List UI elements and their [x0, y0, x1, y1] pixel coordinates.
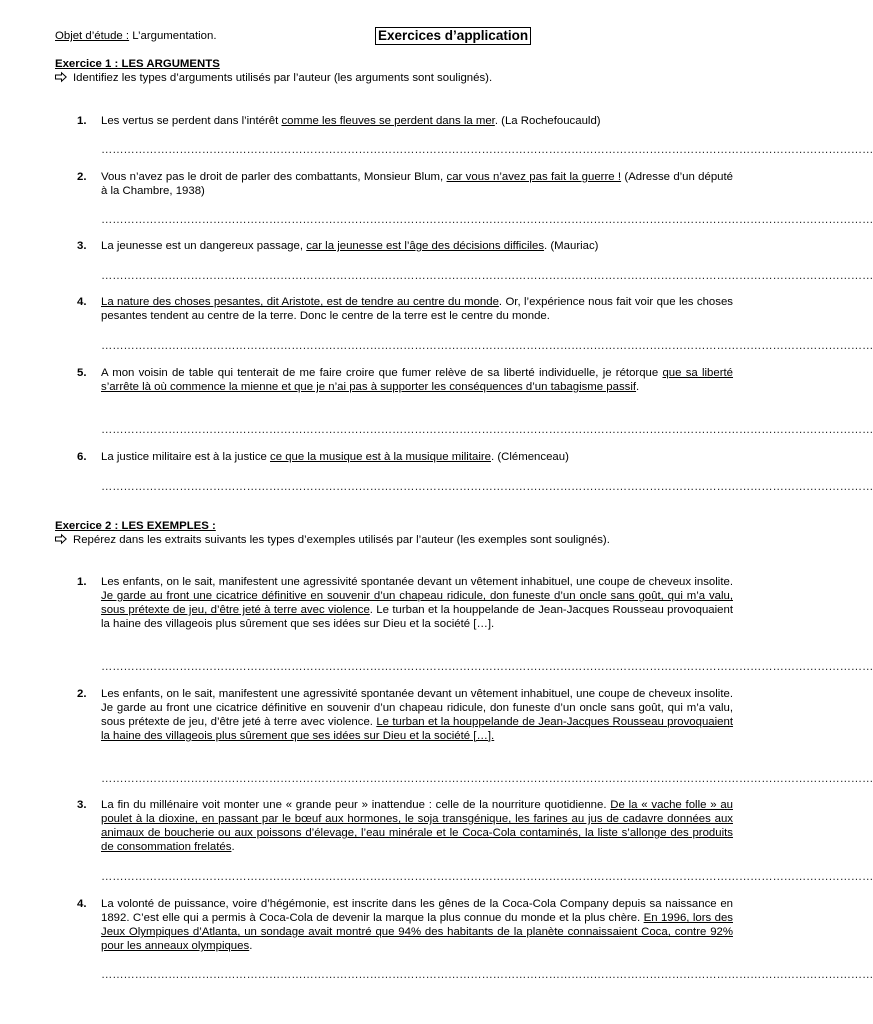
answer-line[interactable]: ………………………………………………………………………………………………………………………………………………………………………………………: [101, 340, 873, 352]
arrow-right-icon: [55, 71, 67, 85]
list-item: [77, 897, 733, 953]
list-item: [77, 687, 733, 743]
underlined-argument: car la jeunesse est l’âge des décisions difficiles: [306, 240, 545, 252]
underlined-argument: que sa liberté s’arrête là où commence la mienne et que je n’ai pas à supporter les conséquences d’un tabagisme passif: [101, 367, 733, 393]
exercise-1-title: Exercice 1 : LES ARGUMENTS: [55, 58, 220, 70]
answer-line[interactable]: ………………………………………………………………………………………………………………………………………………………………………………………: [101, 270, 873, 282]
item-text-part: .: [231, 841, 235, 853]
item-text-part: La justice militaire est à la justice: [101, 451, 271, 463]
underlined-example: Je garde au front une cicatrice définitive en souvenir d’un chapeau ridicule, don funeste d’un oncle sans goût, qui m’a valu, sous prétexte de jeu, d’être jeté à terre avec violence: [101, 590, 733, 616]
answer-line[interactable]: ………………………………………………………………………………………………………………………………………………………………………………………: [101, 969, 873, 981]
item-text: [101, 798, 733, 854]
item-text: [101, 450, 733, 464]
page-title: Exercices d’application: [375, 27, 531, 45]
item-text-part: La fin du millénaire voit monter une « grande peur » inattendue : celle de la nourriture quotidienne.: [101, 799, 611, 811]
item-text: [101, 239, 733, 253]
answer-line[interactable]: ………………………………………………………………………………………………………………………………………………………………………………………: [101, 871, 873, 883]
exercise-2-title: Exercice 2 : LES EXEMPLES :: [55, 520, 216, 532]
answer-line[interactable]: ………………………………………………………………………………………………………………………………………………………………………………………: [101, 144, 873, 156]
item-number: 5.: [77, 367, 87, 379]
study-subject-value: L’argumentation.: [129, 30, 217, 42]
exercise-1-title-block: [55, 57, 733, 85]
item-number: 6.: [77, 451, 87, 463]
page-header: [55, 27, 735, 45]
answer-line[interactable]: ………………………………………………………………………………………………………………………………………………………………………………………: [101, 214, 873, 226]
exercise-1-instruction-text: Identifiez les types d’arguments utilisés par l’auteur (les arguments sont soulignés).: [73, 72, 493, 84]
item-text: [101, 114, 733, 128]
list-item: [77, 366, 733, 394]
list-item: [77, 170, 733, 198]
item-number: 2.: [77, 688, 87, 700]
answer-line[interactable]: ………………………………………………………………………………………………………………………………………………………………………………………: [101, 424, 873, 436]
item-text-part: Vous n’avez pas le droit de parler des combattants, Monsieur Blum,: [101, 171, 447, 183]
underlined-argument: ce que la musique est à la musique militaire: [270, 451, 491, 463]
underlined-example: De la « vache folle » au poulet à la dioxine, en passant par le bœuf aux hormones, le soja transgénique, les farines au jus de cadavre données aux animaux de boucherie ou aux poissons d’élevage, l’eau minérale et le Coca-Cola contaminés, la liste s’allonge des produits de consommation frelatés: [101, 799, 733, 853]
item-text: [101, 897, 733, 953]
exercise-2-instruction: [55, 533, 733, 547]
item-number: 4.: [77, 296, 87, 308]
item-number: 2.: [77, 171, 87, 183]
arrow-right-icon: [55, 533, 67, 547]
answer-line[interactable]: ………………………………………………………………………………………………………………………………………………………………………………………: [101, 661, 873, 673]
underlined-example: En 1996, lors des Jeux Olympiques d’Atlanta, un sondage avait montré que 94% des habitants de la planète connaissaient Coca, contre 92% pour les anneaux olympiques: [101, 912, 733, 952]
item-text: [101, 575, 733, 631]
list-item: [77, 114, 733, 128]
list-item: [77, 798, 733, 854]
item-text: [101, 366, 733, 394]
exercise-1-instruction: [55, 71, 733, 85]
exercise-2-title-block: [55, 519, 733, 547]
item-text-part: . Le turban et la houppelande de Jean-Jacques Rousseau provoquaient la haine des villageois plus sûrement que ses idées sur Dieu et la société […].: [101, 604, 733, 630]
item-text-part: (Adresse d’un député à la Chambre, 1938): [101, 171, 734, 197]
study-subject: [55, 29, 216, 43]
item-number: 3.: [77, 799, 87, 811]
item-text-part: La jeunesse est un dangereux passage,: [101, 240, 307, 252]
item-text: [101, 170, 733, 198]
item-text-part: Les enfants, on le sait, manifestent une agressivité spontanée devant un vêtement inhabituel, une coupe de cheveux insolite. Je garde au front une cicatrice définitive en souvenir d’un chapeau ridicule, don funeste d’un oncle sans goût, qui m’a valu, sous prétexte de jeu, d’être jeté à terre avec violence.: [101, 688, 733, 728]
item-text: [101, 295, 733, 323]
item-text-part: . Or, l’expérience nous fait voir que les choses pesantes tendent au centre de la terre. Donc le centre de la terre est le centre du monde.: [101, 296, 733, 322]
underlined-argument: comme les fleuves se perdent dans la mer: [281, 115, 495, 127]
item-text-part: A mon voisin de table qui tenterait de me faire croire que fumer relève de sa liberté individuelle, je rétorque: [101, 367, 663, 379]
item-text-part: . (La Rochefoucauld): [494, 115, 601, 127]
item-text-part: .: [636, 381, 640, 393]
study-subject-label: Objet d’étude :: [55, 30, 130, 42]
underlined-example: Le turban et la houppelande de Jean-Jacques Rousseau provoquaient la haine des villageois plus sûrement que ses idées sur Dieu et la société […].: [101, 716, 734, 742]
item-text-part: . (Mauriac): [544, 240, 599, 252]
item-number: 1.: [77, 576, 87, 588]
answer-line[interactable]: ………………………………………………………………………………………………………………………………………………………………………………………: [101, 773, 873, 785]
item-text: [101, 687, 733, 743]
underlined-argument: La nature des choses pesantes, dit Aristote, est de tendre au centre du monde: [101, 296, 499, 308]
list-item: [77, 575, 733, 631]
list-item: [77, 450, 733, 464]
list-item: [77, 239, 733, 253]
list-item: [77, 295, 733, 323]
item-text-part: .: [249, 940, 253, 952]
item-text-part: La volonté de puissance, voire d’hégémonie, est inscrite dans les gênes de la Coca-Cola Company depuis sa naissance en 1892. C’est elle qui a permis à Coca-Cola de devenir la marque la plus connue du monde et la plus chère.: [101, 898, 733, 924]
item-number: 1.: [77, 115, 87, 127]
item-number: 3.: [77, 240, 87, 252]
item-text-part: Les vertus se perdent dans l’intérêt: [101, 115, 282, 127]
item-text-part: . (Clémenceau): [491, 451, 569, 463]
underlined-argument: car vous n’avez pas fait la guerre !: [446, 171, 622, 183]
item-number: 4.: [77, 898, 87, 910]
answer-line[interactable]: ………………………………………………………………………………………………………………………………………………………………………………………: [101, 481, 873, 493]
item-text-part: Les enfants, on le sait, manifestent une agressivité spontanée devant un vêtement inhabituel, une coupe de cheveux insolite.: [101, 576, 733, 588]
exercise-2-instruction-text: Repérez dans les extraits suivants les types d’exemples utilisés par l’auteur (les exemples sont soulignés).: [73, 534, 610, 546]
